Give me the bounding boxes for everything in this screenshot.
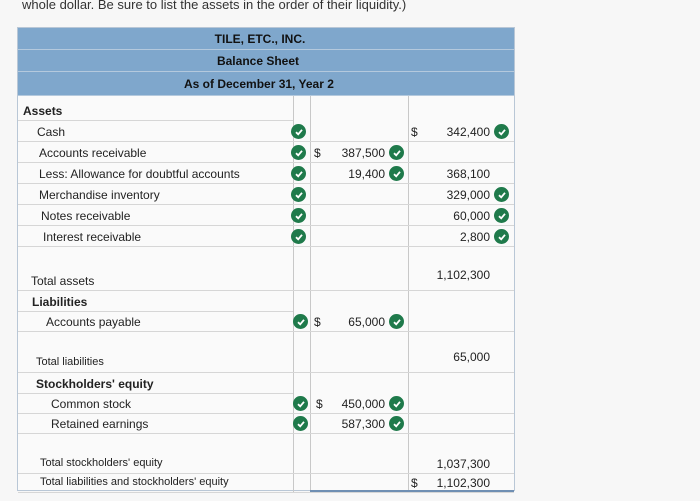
- amount-field[interactable]: 19,400: [348, 167, 385, 181]
- table-row: [18, 311, 514, 332]
- table-row: [18, 270, 514, 291]
- row-label[interactable]: Retained earnings: [51, 417, 149, 431]
- statement-title-header: Balance Sheet: [18, 50, 514, 72]
- equity-heading-row: [18, 373, 293, 394]
- table-row: [18, 226, 514, 247]
- row-label[interactable]: Accounts payable: [46, 315, 141, 329]
- total-underline: [310, 490, 408, 492]
- amount-field[interactable]: 368,100: [446, 167, 490, 181]
- amount-field[interactable]: 60,000: [453, 209, 490, 223]
- check-icon: [494, 229, 509, 244]
- check-icon: [389, 416, 404, 431]
- row-label[interactable]: Total liabilities: [36, 356, 104, 368]
- row-label[interactable]: Accounts receivable: [39, 146, 147, 160]
- check-icon: [389, 145, 404, 160]
- check-icon: [389, 314, 404, 329]
- statement-date-header: As of December 31, Year 2: [18, 72, 514, 96]
- assets-heading-row: [18, 100, 293, 121]
- amount-field[interactable]: 65,000: [453, 350, 490, 364]
- check-icon: [389, 166, 404, 181]
- check-icon: [293, 416, 308, 431]
- row-label[interactable]: Total liabilities and stockholders' equity: [40, 476, 229, 488]
- check-icon: [494, 124, 509, 139]
- row-label[interactable]: Common stock: [51, 397, 132, 411]
- row-label[interactable]: Total assets: [31, 274, 95, 288]
- amount-field[interactable]: 342,400: [446, 125, 490, 139]
- amount-field[interactable]: 1,102,300: [436, 268, 490, 282]
- table-row: [18, 413, 514, 434]
- check-icon: [291, 124, 306, 139]
- table-row: [18, 121, 514, 142]
- dollar-sign: $: [411, 125, 418, 139]
- row-label[interactable]: Notes receivable: [41, 209, 131, 223]
- dollar-sign: $: [316, 397, 323, 411]
- check-icon: [293, 396, 308, 411]
- dollar-sign: $: [314, 315, 321, 329]
- row-label[interactable]: Total stockholders' equity: [40, 457, 163, 469]
- table-row: [18, 142, 514, 163]
- row-label[interactable]: Merchandise inventory: [39, 188, 160, 202]
- balance-sheet-table: [17, 27, 515, 491]
- liabilities-heading: Liabilities: [32, 295, 88, 309]
- table-row: [18, 184, 514, 205]
- amount-field[interactable]: 65,000: [348, 315, 385, 329]
- table-row: [18, 163, 514, 184]
- instruction-text: whole dollar. Be sure to list the assets in the order of their liquidity.): [22, 0, 407, 12]
- table-row: [18, 205, 514, 226]
- amount-field[interactable]: 2,800: [459, 230, 490, 244]
- amount-field[interactable]: 387,500: [341, 146, 385, 160]
- table-row: [18, 352, 514, 373]
- assets-heading: Assets: [23, 104, 63, 118]
- equity-heading: Stockholders' equity: [36, 377, 154, 391]
- table-row: [18, 453, 514, 474]
- check-icon: [291, 145, 306, 160]
- check-icon: [293, 314, 308, 329]
- check-icon: [494, 208, 509, 223]
- check-icon: [291, 187, 306, 202]
- check-icon: [389, 396, 404, 411]
- amount-field[interactable]: 450,000: [341, 397, 385, 411]
- check-icon: [291, 208, 306, 223]
- amount-field[interactable]: 1,037,300: [436, 457, 490, 471]
- amount-field[interactable]: 1,102,300: [436, 476, 490, 490]
- dollar-sign: $: [314, 146, 321, 160]
- amount-field[interactable]: 587,300: [341, 417, 385, 431]
- row-label[interactable]: Cash: [37, 125, 66, 139]
- amount-field[interactable]: 329,000: [446, 188, 490, 202]
- company-name-header: TILE, ETC., INC.: [18, 28, 514, 50]
- check-icon: [494, 187, 509, 202]
- check-icon: [291, 229, 306, 244]
- total-underline: [408, 490, 514, 492]
- table-row: [18, 393, 514, 414]
- dollar-sign: $: [411, 476, 418, 490]
- row-label[interactable]: Interest receivable: [43, 230, 142, 244]
- check-icon: [291, 166, 306, 181]
- row-label[interactable]: Less: Allowance for doubtful accounts: [39, 167, 240, 181]
- liabilities-heading-row: [18, 291, 293, 312]
